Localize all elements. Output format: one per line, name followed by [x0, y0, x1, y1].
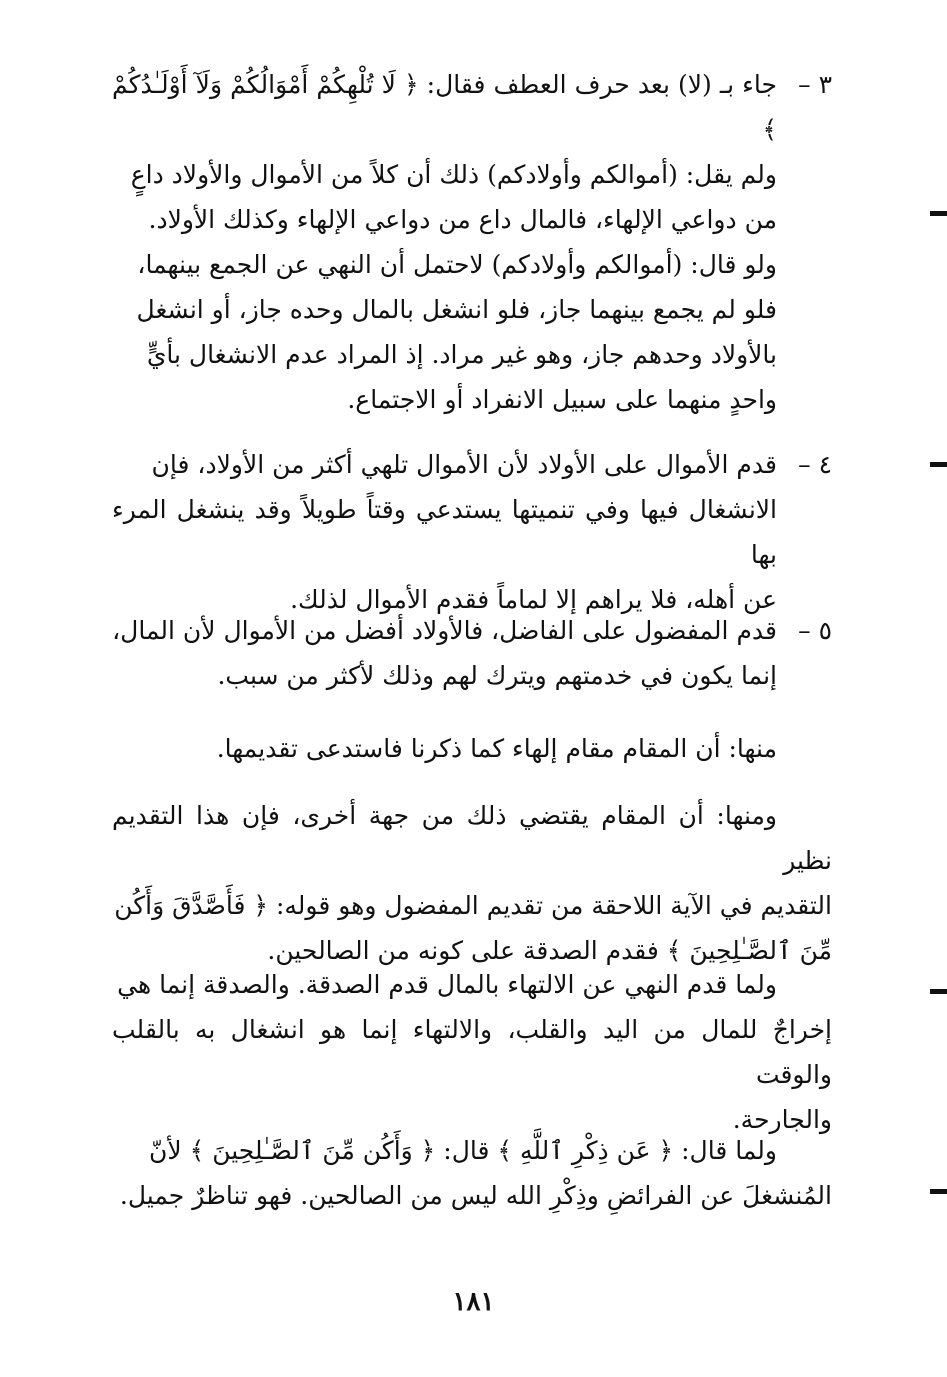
page-number: ١٨١: [452, 1287, 495, 1317]
text-line: فلو لم يجمع بينهما جاز، فلو انشغل بالمال وحده جاز، أو انشغل: [136, 295, 777, 324]
text-line: واحدٍ منهما على سبيل الانفراد أو الاجتماع.: [347, 385, 777, 414]
text-line: قدم الأموال على الأولاد لأن الأموال تلهي أكثر من الأولاد، فإن: [151, 450, 777, 479]
text-line: ومنها: أن المقام يقتضي ذلك من جهة أخرى، فإن هذا التقديم نظير: [112, 801, 832, 875]
text-line: قدم المفضول على الفاضل، فالأولاد أفضل من الأموال لأن المال،: [112, 616, 777, 645]
item-body: [112, 62, 777, 422]
text-line: ولم يقل: (أموالكم وأولادكم) ذلك أن كلاً من الأموال والأولاد داعٍ: [130, 160, 777, 189]
text-line: منها: أن المقام مقام إلهاء كما ذكرنا فاستدعى تقديمها.: [216, 734, 777, 763]
paragraph: [112, 726, 832, 771]
text-line: التقديم في الآية اللاحقة من تقديم المفضول وهو قوله: ﴿ فَأَصَّدَّقَ وَأَكُن: [114, 891, 832, 920]
paragraph: [112, 1128, 832, 1218]
paragraph: [112, 793, 832, 973]
text-line: بالأولاد وحدهم جاز، وهو غير مراد. إذ المراد عدم الانشغال بأيٍّ: [146, 340, 777, 369]
item-number: ٣ –: [798, 70, 832, 99]
paragraph: [112, 962, 832, 1142]
item-number: ٥ –: [798, 616, 832, 645]
margin-mark: [930, 211, 947, 216]
item-number: ٤ –: [798, 450, 832, 479]
text-line: ولما قال: ﴿ عَن ذِكْرِ ٱللَّهِ ﴾ قال: ﴿ وَأَكُن مِّنَ ٱلصَّـٰلِحِينَ ﴾ لأنّ: [149, 1136, 777, 1165]
numbered-item-4: [112, 442, 832, 622]
text-line: إنما يكون في خدمتهم ويترك لهم وذلك لأكثر من سبب.: [217, 661, 777, 690]
text-line: الانشغال فيها وفي تنميتها يستدعي وقتاً طويلاً وقد ينشغل المرء بها: [112, 495, 777, 569]
text-line: المُنشغلَ عن الفرائضِ وذِكْرِ الله ليس من الصالحين. فهو تناظرٌ جميل.: [119, 1181, 832, 1210]
numbered-item-5: [112, 608, 832, 698]
item-body: [112, 608, 777, 698]
margin-mark: [930, 462, 947, 467]
text-line: جاء بـ (لا) بعد حرف العطف فقال: ﴿ لَا تُلْهِكُمْ أَمْوَالُكُمْ وَلَآ أَوْلَـٰدُكُمْ ﴾: [112, 70, 777, 144]
text-line: ولو قال: (أموالكم وأولادكم) لاحتمل أن النهي عن الجمع بينهما،: [137, 250, 777, 279]
text-line: عن أهله، فلا يراهم إلا لماماً فقدم الأموال لذلك.: [290, 585, 777, 614]
text-line: مِّنَ ٱلصَّـٰلِحِينَ ﴾ فقدم الصدقة على كونه من الصالحين.: [267, 936, 832, 965]
text-line: ولما قدم النهي عن الالتهاء بالمال قدم الصدقة. والصدقة إنما هي: [117, 970, 777, 999]
margin-mark: [930, 989, 947, 994]
text-line: إخراجٌ للمال من اليد والقلب، والالتهاء إنما هو انشغال به بالقلب والوقت: [112, 1015, 832, 1089]
text-line: من دواعي الإلهاء، فالمال داع من دواعي الإلهاء وكذلك الأولاد.: [148, 205, 777, 234]
item-body: [112, 442, 777, 622]
text-line: والجارحة.: [732, 1105, 832, 1134]
margin-mark: [930, 1189, 947, 1194]
numbered-item-3: [112, 62, 832, 422]
